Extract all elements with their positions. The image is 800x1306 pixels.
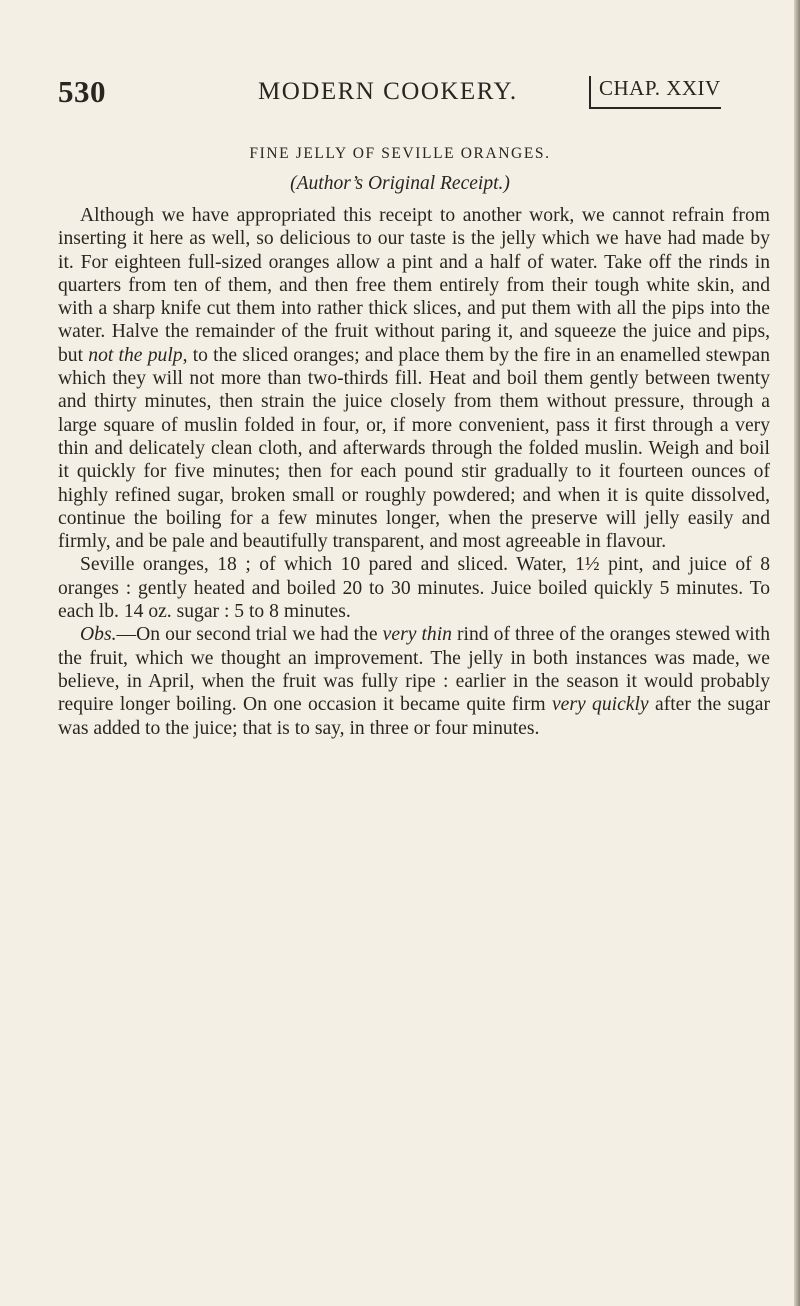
recipe-title: FINE JELLY OF SEVILLE ORANGES. (249, 145, 551, 162)
recipe-subtitle: (Author’s Original Receipt.) (290, 173, 510, 194)
paragraph-observation: Obs.—On our second trial we had the very thin rind of three of the oranges stewed with the fruit, which we thought an improvement. The jelly in both instances was made, we believe, in April, when the fruit was fully ripe : earlier in the season it would probably require longer boiling. On one occasion it became quite firm very quickly after the sugar was added to the juice; that is to say, in three or four minutes. (58, 624, 770, 739)
book-title: MODERN COOKERY. (258, 78, 518, 105)
page-number: 530 (58, 74, 106, 109)
paragraph-summary: Seville oranges, 18 ; of which 10 pared and sliced. Water, 1½ pint, and juice of 8 oranges : gently heated and boiled 20 to 30 minutes. Juice boiled quickly 5 minutes. To each lb. 14 oz. sugar : 5 to 8 minutes. (58, 554, 770, 623)
running-header (58, 72, 770, 112)
emphasis-very-thin: very thin (382, 624, 452, 646)
chapter-label: CHAP. XXIV (589, 76, 721, 109)
emphasis-very-quickly: very quickly (551, 694, 649, 716)
recipe-body (58, 204, 770, 740)
obs-label: Obs. (80, 624, 117, 646)
page-edge-shadow (794, 0, 800, 1306)
emphasis-not-the-pulp: not the pulp (88, 344, 183, 366)
paragraph-method: Although we have appropriated this receipt to another work, we cannot refrain from inserting it here as well, so delicious to our taste is the jelly which we have had made by it. For eighteen full-sized oranges allow a pint and a half of water. Take off the rinds in quarters from ten of them, and then free them entirely from their tough white skin, and with a sharp knife cut them into rather thick slices, and put them with all the pips into the water. Halve the remainder of the fruit without paring it, and squeeze the juice and pips, but not the pulp, to the sliced oranges; and place them by the fire in an enamelled stewpan which they will not more than two-thirds fill. Heat and boil them gently between twenty and thirty minutes, then strain the juice closely from them without pressure, through a large square of muslin folded in four, or, if more convenient, pass it first through a very thin and delicately clean cloth, and afterwards through the folded muslin. Weigh and boil it quickly for five minutes; then for each pound stir gradually to it fourteen ounces of highly refined sugar, broken small or roughly powdered; and when it is quite dissolved, continue the boiling for a few minutes longer, when the preserve will jelly easily and firmly, and be pale and beautifully transparent, and most agreeable in flavour. (58, 205, 770, 553)
